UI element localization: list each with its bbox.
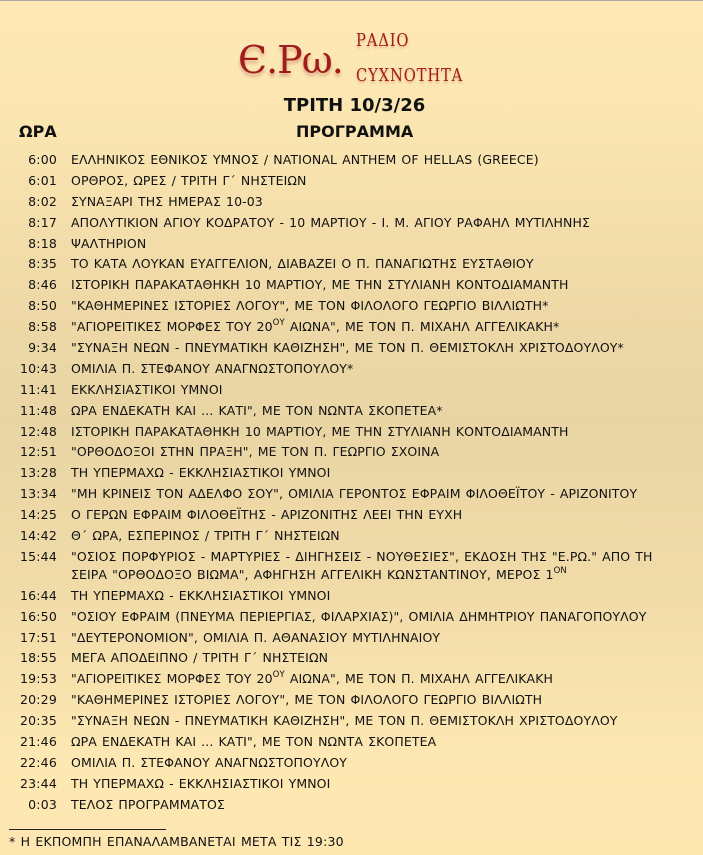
schedule-row — [0, 670, 703, 688]
schedule-time: 8:02 — [28, 193, 57, 209]
schedule-title — [71, 733, 691, 751]
schedule-title — [71, 360, 691, 378]
top-border — [0, 0, 703, 1]
schedule-title-text: ΕΚΚΛΗΣΙΑΣΤΙΚΟΙ ΥΜΝΟΙ — [71, 381, 223, 397]
schedule-title — [71, 423, 691, 441]
schedule-title-text: ΤΗ ΥΠΕΡΜΑΧΩ - ΕΚΚΛΗΣΙΑΣΤΙΚΟΙ ΥΜΝΟΙ — [71, 465, 331, 481]
schedule-time: 13:28 — [19, 465, 57, 481]
schedule-time: 12:51 — [19, 444, 57, 460]
schedule-time: 8:18 — [28, 235, 57, 251]
schedule-time: 23:44 — [19, 775, 57, 791]
schedule-title — [71, 649, 691, 667]
logo-line-frequency: ϹΥΧΝΟΤΗΤΑ — [356, 65, 464, 86]
schedule-title — [71, 796, 691, 814]
schedule-title-text: "ΑΓΙΟΡΕΙΤΙΚΕΣ ΜΟΡΦΕΣ ΤΟΥ 20 — [71, 671, 273, 687]
schedule-title-text: ΑΠΟΛΥΤΙΚΙΟΝ ΑΓΙΟΥ ΚΟΔΡΑΤΟΥ - 10 ΜΑΡΤΙΟΥ - Ι. Μ. ΑΓΙΟΥ ΡΑΦΑΗΛ ΜΥΤΙΛΗΝΗΣ — [71, 214, 591, 230]
schedule-row — [0, 214, 703, 232]
column-header-program: ΠΡΟΓΡΑΜΜΑ — [296, 122, 414, 141]
schedule-time: 6:01 — [28, 172, 57, 188]
schedule-title-text: ΕΛΛΗΝΙΚΟΣ ΕΘΝΙΚΟΣ ΥΜΝΟΣ / NATIONAL ANTHEM OF HELLAS (GREECE) — [71, 152, 539, 167]
schedule-time: 8:17 — [28, 214, 57, 230]
schedule-row — [0, 464, 703, 482]
schedule-row — [0, 318, 703, 336]
schedule-row — [0, 506, 703, 524]
schedule-title-text: Θ΄ ΩΡΑ, ΕΣΠΕΡΙΝΟΣ / ΤΡΙΤΗ Γ΄ ΝΗΣΤΕΙΩΝ — [71, 528, 340, 544]
schedule-time: 22:46 — [19, 754, 57, 770]
schedule-title — [71, 297, 691, 315]
schedule-row — [0, 276, 703, 294]
schedule-time: 8:50 — [28, 298, 57, 314]
schedule-title-text: ΙΣΤΟΡΙΚΗ ΠΑΡΑΚΑΤΑΘΗΚΗ 10 ΜΑΡΤΙΟΥ, ΜΕ ΤΗΝ ΣΤΥΛΙΑΝΗ ΚΟΝΤΟΔΙΑΜΑΝΤΗ — [71, 423, 569, 439]
schedule-title-text: "ΟΣΙΟΥ ΕΦΡΑΙΜ (ΠΝΕΥΜΑ ΠΕΡΙΕΡΓΙΑΣ, ΦΙΛΑΡΧΙΑΣ)", ΟΜΙΛΙΑ ΔΗΜΗΤΡΙΟΥ ΠΑΝΑΓΟΠΟΥΛΟΥ — [71, 608, 647, 624]
schedule-row — [0, 255, 703, 273]
schedule-title — [71, 318, 691, 336]
schedule-title — [71, 214, 691, 232]
schedule-time: 19:53 — [19, 671, 57, 687]
schedule-title — [71, 775, 691, 793]
schedule-title — [71, 402, 691, 420]
schedule-title — [71, 151, 691, 169]
schedule-title — [71, 464, 691, 482]
schedule-title — [71, 276, 691, 294]
ordinal-suffix: ΟΝ — [553, 565, 567, 576]
schedule-row — [0, 548, 703, 584]
schedule-time: 17:51 — [19, 629, 57, 645]
schedule-row — [0, 608, 703, 626]
schedule-time: 6:00 — [28, 152, 57, 167]
schedule-time: 20:35 — [19, 713, 57, 729]
schedule-row — [0, 339, 703, 357]
schedule-title-text: ΤΗ ΥΠΕΡΜΑΧΩ - ΕΚΚΛΗΣΙΑΣΤΙΚΟΙ ΥΜΝΟΙ — [71, 775, 331, 791]
schedule-row — [0, 172, 703, 190]
schedule-title-text: ΩΡΑ ΕΝΔΕΚΑΤΗ ΚΑΙ ... ΚΑΤΙ", ΜΕ ΤΟΝ ΝΩΝΤΑ ΣΚΟΠΕΤΕΑ — [71, 734, 437, 750]
schedule-title — [71, 629, 691, 647]
schedule-title-text: ΙΣΤΟΡΙΚΗ ΠΑΡΑΚΑΤΑΘΗΚΗ 10 ΜΑΡΤΙΟΥ, ΜΕ ΤΗΝ ΣΤΥΛΙΑΝΗ ΚΟΝΤΟΔΙΑΜΑΝΤΗ — [71, 277, 569, 293]
schedule-time: 8:46 — [28, 277, 57, 293]
schedule-title — [71, 172, 691, 190]
schedule-title — [71, 691, 691, 709]
schedule-row — [0, 402, 703, 420]
schedule-title — [71, 339, 691, 357]
ordinal-suffix: ΟΥ — [272, 670, 285, 681]
schedule-title — [71, 527, 691, 545]
schedule-title-text: ΤΟ ΚΑΤΑ ΛΟΥΚΑΝ ΕΥΑΓΓΕΛΙΟΝ, ΔΙΑΒΑΖΕΙ Ο Π. ΠΑΝΑΓΙΩΤΗΣ ΕΥΣΤΑΘΙΟΥ — [71, 256, 534, 272]
schedule-time: 11:48 — [19, 402, 57, 418]
schedule-title-text: ΟΜΙΛΙΑ Π. ΣΤΕΦΑΝΟΥ ΑΝΑΓΝΩΣΤΟΠΟΥΛΟΥ* — [71, 360, 354, 376]
schedule-title-text: "ΟΣΙΟΣ ΠΟΡΦΥΡΙΟΣ - ΜΑΡΤΥΡΙΕΣ - ΔΙΗΓΗΣΕΙΣ - ΝΟΥΘΕΣΙΕΣ", ΕΚΔΟΣΗ ΤΗΣ "Ε.ΡΩ." ΑΠΟ ΤΗ ΣΕΙΡΑ "ΟΡΘΟΔΟΞΟ ΒΙΩΜΑ", ΑΦΗΓΗΣΗ ΑΓΓΕΛΙΚΗ ΚΩΝΣΤΑΝΤΙΝΟΥ, ΜΕΡΟΣ 1 — [71, 548, 653, 582]
schedule-time: 11:41 — [19, 381, 57, 397]
station-logo — [238, 28, 498, 92]
schedule-row — [0, 443, 703, 461]
schedule-title-text: "ΚΑΘΗΜΕΡΙΝΕΣ ΙΣΤΟΡΙΕΣ ΛΟΓΟΥ", ΜΕ ΤΟΝ ΦΙΛΟΛΟΓΟ ΓΕΩΡΓΙΟ ΒΙΛΛΙΩΤΗ* — [71, 298, 549, 314]
schedule-title — [71, 712, 691, 730]
schedule-title-rest: ΑΙΩΝΑ", ΜΕ ΤΟΝ Π. ΜΙΧΑΗΛ ΑΓΓΕΛΙΚΑΚΗ* — [284, 319, 560, 335]
footnote-divider — [9, 829, 166, 830]
schedule-time: 16:44 — [19, 587, 57, 603]
schedule-title — [71, 754, 691, 772]
logo-monogram: Є.Ρω. — [238, 38, 343, 82]
schedule-title — [71, 608, 691, 626]
schedule-title-text: "ΜΗ ΚΡΙΝΕΙΣ ΤΟΝ ΑΔΕΛΦΟ ΣΟΥ", ΟΜΙΛΙΑ ΓΕΡΟΝΤΟΣ ΕΦΡΑΙΜ ΦΙΛΟΘΕΪΤΟΥ - ΑΡΙΖΟΝΙΤΟΥ — [71, 486, 638, 502]
schedule-title-text: ΟΜΙΛΙΑ Π. ΣΤΕΦΑΝΟΥ ΑΝΑΓΝΩΣΤΟΠΟΥΛΟΥ — [71, 754, 348, 770]
schedule-row — [0, 712, 703, 730]
schedule-row — [0, 527, 703, 545]
schedule-title — [71, 506, 691, 524]
schedule-row — [0, 235, 703, 253]
schedule-row — [0, 297, 703, 315]
schedule-time: 21:46 — [19, 734, 57, 750]
schedule-title-text: "ΑΓΙΟΡΕΙΤΙΚΕΣ ΜΟΡΦΕΣ ΤΟΥ 20 — [71, 319, 273, 335]
schedule-title — [71, 193, 691, 211]
schedule-row — [0, 360, 703, 378]
schedule-list — [0, 151, 703, 817]
schedule-title-text: ΣΥΝΑΞΑΡΙ ΤΗΣ ΗΜΕΡΑΣ 10-03 — [71, 193, 263, 209]
schedule-title-text: ΟΡΘΡΟΣ, ΩΡΕΣ / ΤΡΙΤΗ Γ΄ ΝΗΣΤΕΙΩΝ — [71, 172, 307, 188]
page-title: ΤΡΙΤΗ 10/3/26 — [283, 95, 426, 116]
schedule-row — [0, 587, 703, 605]
schedule-row — [0, 796, 703, 814]
schedule-title — [71, 670, 691, 688]
schedule-title — [71, 255, 691, 273]
schedule-time: 16:50 — [19, 608, 57, 624]
schedule-title — [71, 381, 691, 399]
schedule-row — [0, 733, 703, 751]
schedule-title — [71, 235, 691, 253]
schedule-time: 10:43 — [19, 360, 57, 376]
schedule-title — [71, 548, 691, 584]
schedule-title — [71, 485, 691, 503]
schedule-time: 18:55 — [19, 650, 57, 666]
schedule-row — [0, 629, 703, 647]
ordinal-suffix: ΟΥ — [272, 318, 285, 329]
schedule-row — [0, 649, 703, 667]
footnote: * Η ΕΚΠΟΜΠΗ ΕΠΑΝΑΛΑΜΒΑΝΕΤΑΙ ΜΕΤΑ ΤΙΣ 19:30 — [9, 834, 344, 849]
schedule-title-text: ΤΕΛΟΣ ΠΡΟΓΡΑΜΜΑΤΟΣ — [71, 796, 225, 812]
schedule-time: 12:48 — [19, 423, 57, 439]
schedule-time: 14:25 — [19, 507, 57, 523]
schedule-time: 20:29 — [19, 692, 57, 708]
schedule-title-text: "ΚΑΘΗΜΕΡΙΝΕΣ ΙΣΤΟΡΙΕΣ ΛΟΓΟΥ", ΜΕ ΤΟΝ ΦΙΛΟΛΟΓΟ ΓΕΩΡΓΙΟ ΒΙΛΛΙΩΤΗ — [71, 692, 543, 708]
schedule-title-text: "ΣΥΝΑΞΗ ΝΕΩΝ - ΠΝΕΥΜΑΤΙΚΗ ΚΑΘΙΖΗΣΗ", ΜΕ ΤΟΝ Π. ΘΕΜΙΣΤΟΚΛΗ ΧΡΙΣΤΟΔΟΥΛΟΥ* — [71, 340, 624, 356]
schedule-time: 8:35 — [28, 256, 57, 272]
schedule-row — [0, 754, 703, 772]
schedule-time: 14:42 — [19, 528, 57, 544]
logo-line-radio: ΡΑΔΙΟ — [356, 30, 410, 51]
schedule-time: 8:58 — [28, 319, 57, 335]
schedule-title-text: ΜΕΓΑ ΑΠΟΔΕΙΠΝΟ / ΤΡΙΤΗ Γ΄ ΝΗΣΤΕΙΩΝ — [71, 650, 329, 666]
schedule-title-text: "ΣΥΝΑΞΗ ΝΕΩΝ - ΠΝΕΥΜΑΤΙΚΗ ΚΑΘΙΖΗΣΗ", ΜΕ ΤΟΝ Π. ΘΕΜΙΣΤΟΚΛΗ ΧΡΙΣΤΟΔΟΥΛΟΥ — [71, 713, 618, 729]
schedule-row — [0, 381, 703, 399]
schedule-row — [0, 193, 703, 211]
schedule-title-text: Ο ΓΕΡΩΝ ΕΦΡΑΙΜ ΦΙΛΟΘΕΪΤΗΣ - ΑΡΙΖΟΝΙΤΗΣ ΛΕΕΙ ΤΗΝ ΕΥΧΗ — [71, 507, 463, 523]
schedule-time: 15:44 — [19, 548, 57, 564]
schedule-row — [0, 775, 703, 793]
schedule-title — [71, 587, 691, 605]
column-header-hour: ΩΡΑ — [19, 122, 57, 141]
schedule-title-text: "ΟΡΘΟΔΟΞΟΙ ΣΤΗΝ ΠΡΑΞΗ", ΜΕ ΤΟΝ Π. ΓΕΩΡΓΙΟ ΣΧΟΙΝΑ — [71, 444, 440, 460]
schedule-row — [0, 423, 703, 441]
schedule-title-text: "ΔΕΥΤΕΡΟΝΟΜΙΟΝ", ΟΜΙΛΙΑ Π. ΑΘΑΝΑΣΙΟΥ ΜΥΤΙΛΗΝΑΙΟΥ — [71, 629, 441, 645]
schedule-title — [71, 443, 691, 461]
schedule-row — [0, 151, 703, 169]
schedule-title-text: ΤΗ ΥΠΕΡΜΑΧΩ - ΕΚΚΛΗΣΙΑΣΤΙΚΟΙ ΥΜΝΟΙ — [71, 587, 331, 603]
schedule-row — [0, 691, 703, 709]
schedule-time: 9:34 — [28, 340, 57, 356]
schedule-title-text: ΨΑΛΤΗΡΙΟΝ — [71, 235, 147, 251]
schedule-time: 0:03 — [28, 796, 57, 812]
schedule-time: 13:34 — [19, 486, 57, 502]
schedule-title-rest: ΑΙΩΝΑ", ΜΕ ΤΟΝ Π. ΜΙΧΑΗΛ ΑΓΓΕΛΙΚΑΚΗ — [284, 671, 553, 687]
schedule-row — [0, 485, 703, 503]
schedule-title-text: ΩΡΑ ΕΝΔΕΚΑΤΗ ΚΑΙ ... ΚΑΤΙ", ΜΕ ΤΟΝ ΝΩΝΤΑ ΣΚΟΠΕΤΕΑ* — [71, 402, 443, 418]
